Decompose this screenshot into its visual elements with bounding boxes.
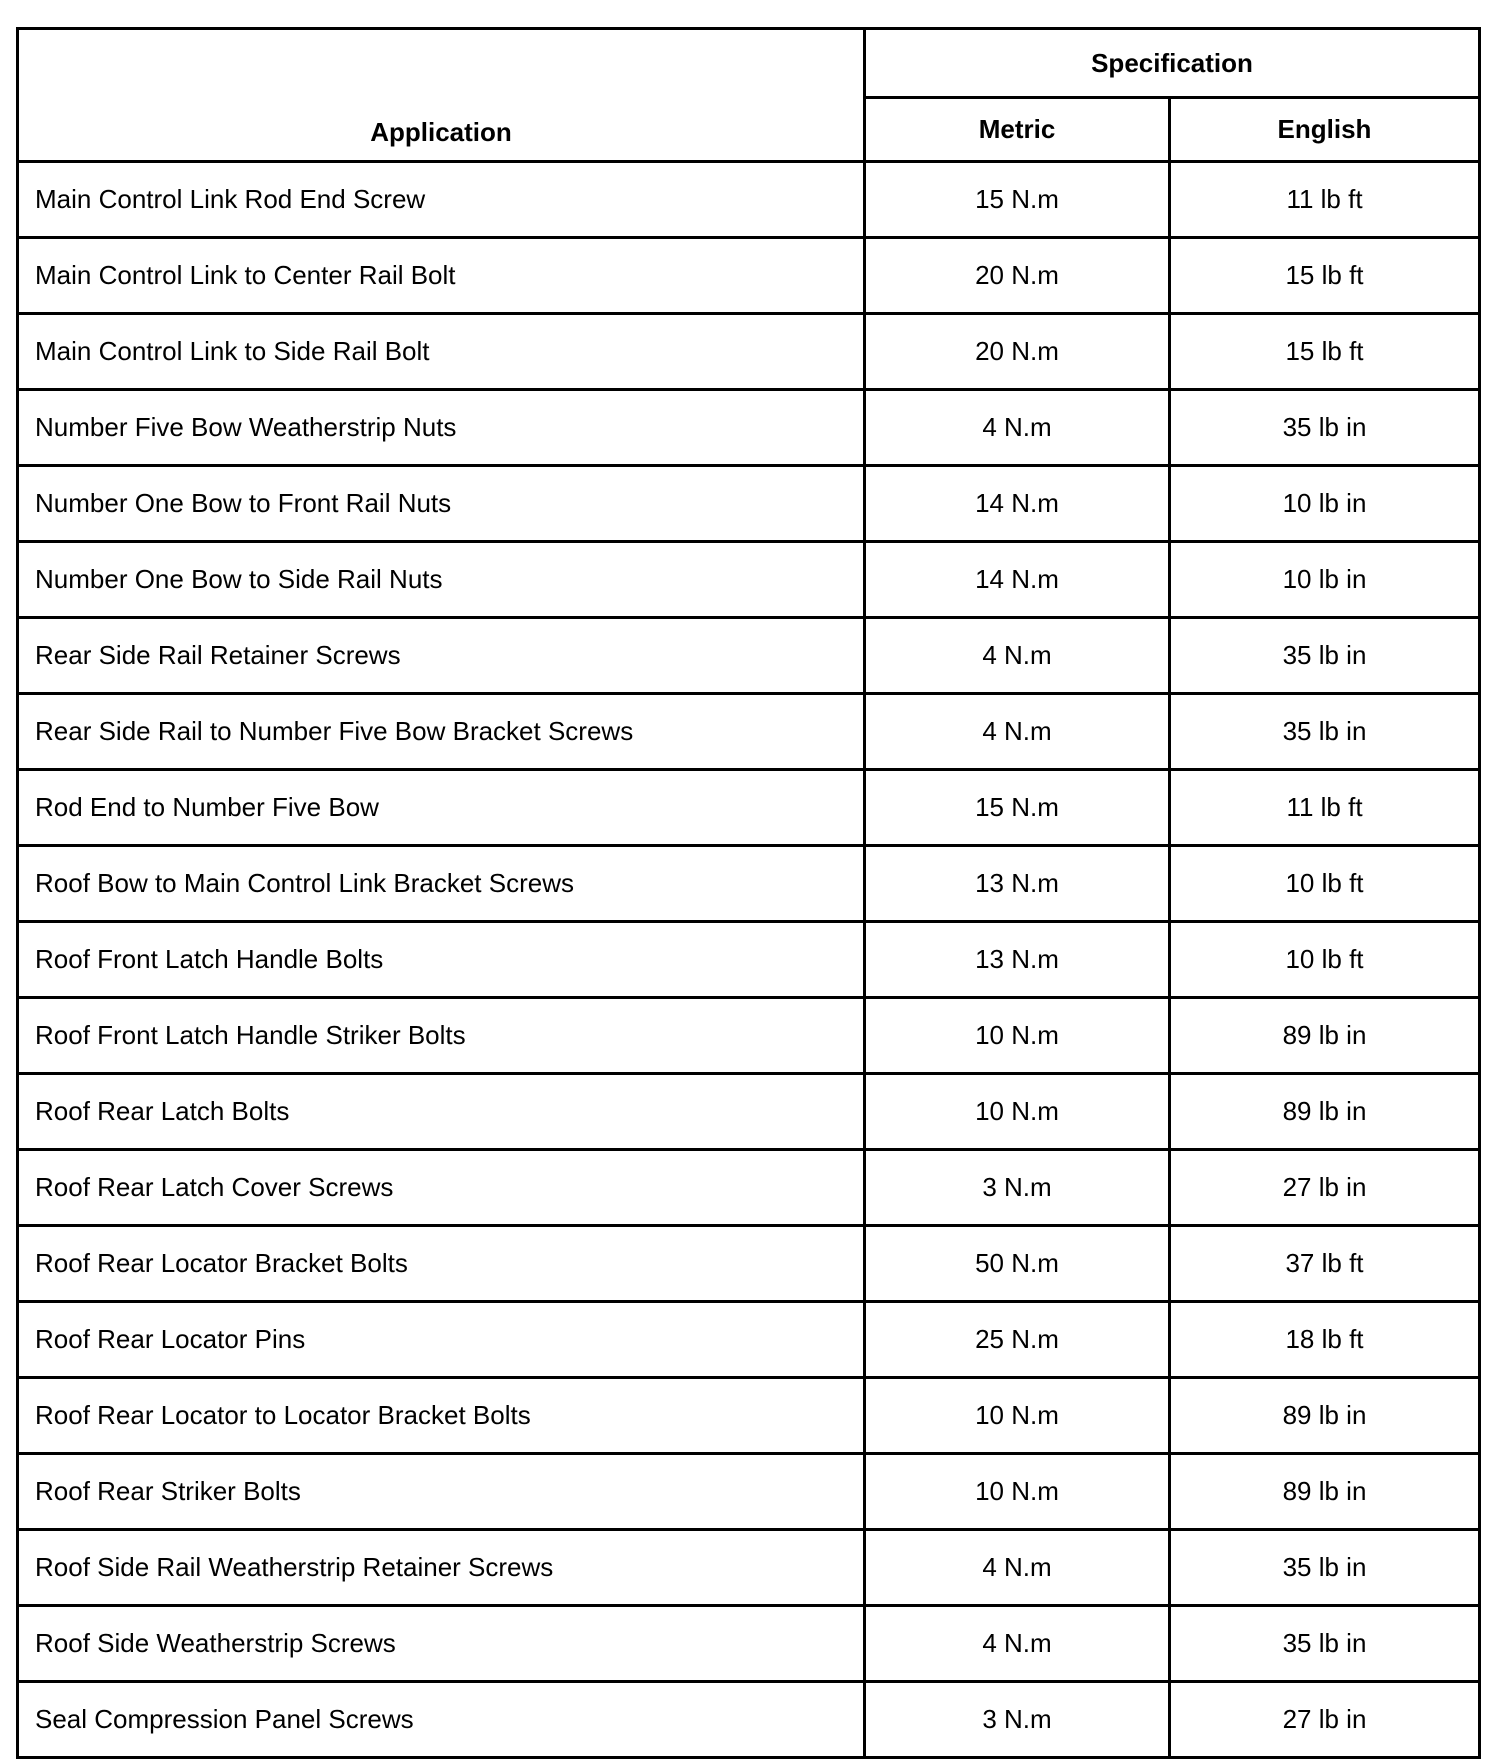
english-value-cell: 10 lb ft: [1170, 922, 1480, 998]
english-value-cell: 18 lb ft: [1170, 1302, 1480, 1378]
application-cell: Roof Front Latch Handle Striker Bolts: [18, 998, 865, 1074]
metric-value-cell: 4 N.m: [865, 618, 1170, 694]
table-row: [18, 694, 1480, 770]
metric-value-cell: 20 N.m: [865, 238, 1170, 314]
table-row: [18, 1454, 1480, 1530]
application-cell: Roof Rear Latch Bolts: [18, 1074, 865, 1150]
application-cell: Number Five Bow Weatherstrip Nuts: [18, 390, 865, 466]
application-header: Application: [18, 29, 865, 162]
application-cell: Roof Side Rail Weatherstrip Retainer Screws: [18, 1530, 865, 1606]
english-value-cell: 15 lb ft: [1170, 238, 1480, 314]
application-cell: Rod End to Number Five Bow: [18, 770, 865, 846]
metric-value-cell: 13 N.m: [865, 922, 1170, 998]
table-row: [18, 238, 1480, 314]
metric-value-cell: 15 N.m: [865, 770, 1170, 846]
english-value-cell: 10 lb in: [1170, 542, 1480, 618]
metric-value-cell: 20 N.m: [865, 314, 1170, 390]
metric-value-cell: 3 N.m: [865, 1682, 1170, 1758]
table-row: [18, 1530, 1480, 1606]
table-row: [18, 618, 1480, 694]
metric-value-cell: 15 N.m: [865, 162, 1170, 238]
metric-value-cell: 13 N.m: [865, 846, 1170, 922]
english-value-cell: 10 lb ft: [1170, 846, 1480, 922]
table-row: [18, 1606, 1480, 1682]
metric-value-cell: 14 N.m: [865, 542, 1170, 618]
application-cell: Roof Front Latch Handle Bolts: [18, 922, 865, 998]
table-row: [18, 1302, 1480, 1378]
metric-value-cell: 3 N.m: [865, 1150, 1170, 1226]
application-cell: Roof Side Weatherstrip Screws: [18, 1606, 865, 1682]
table-row: [18, 846, 1480, 922]
english-value-cell: 35 lb in: [1170, 1606, 1480, 1682]
specification-header: Specification: [865, 29, 1480, 98]
english-value-cell: 89 lb in: [1170, 1378, 1480, 1454]
english-value-cell: 37 lb ft: [1170, 1226, 1480, 1302]
application-cell: Roof Rear Latch Cover Screws: [18, 1150, 865, 1226]
english-value-cell: 35 lb in: [1170, 1530, 1480, 1606]
metric-header: Metric: [865, 98, 1170, 162]
table-body: [18, 162, 1480, 1758]
english-value-cell: 10 lb in: [1170, 466, 1480, 542]
table-row: [18, 314, 1480, 390]
english-value-cell: 89 lb in: [1170, 1074, 1480, 1150]
application-cell: Main Control Link to Center Rail Bolt: [18, 238, 865, 314]
application-cell: Roof Bow to Main Control Link Bracket Screws: [18, 846, 865, 922]
application-cell: Number One Bow to Side Rail Nuts: [18, 542, 865, 618]
english-value-cell: 89 lb in: [1170, 1454, 1480, 1530]
application-cell: Main Control Link to Side Rail Bolt: [18, 314, 865, 390]
table-row: [18, 1226, 1480, 1302]
metric-value-cell: 10 N.m: [865, 998, 1170, 1074]
english-value-cell: 27 lb in: [1170, 1150, 1480, 1226]
application-cell: Number One Bow to Front Rail Nuts: [18, 466, 865, 542]
application-cell: Roof Rear Locator Bracket Bolts: [18, 1226, 865, 1302]
table-row: [18, 998, 1480, 1074]
metric-value-cell: 10 N.m: [865, 1454, 1170, 1530]
english-value-cell: 35 lb in: [1170, 694, 1480, 770]
application-cell: Roof Rear Locator Pins: [18, 1302, 865, 1378]
english-value-cell: 11 lb ft: [1170, 162, 1480, 238]
fastener-torque-table: [16, 27, 1481, 1759]
table-row: [18, 1150, 1480, 1226]
english-value-cell: 11 lb ft: [1170, 770, 1480, 846]
metric-value-cell: 10 N.m: [865, 1074, 1170, 1150]
table-row: [18, 1378, 1480, 1454]
metric-value-cell: 4 N.m: [865, 390, 1170, 466]
metric-value-cell: 14 N.m: [865, 466, 1170, 542]
application-cell: Rear Side Rail to Number Five Bow Bracket Screws: [18, 694, 865, 770]
application-cell: Roof Rear Striker Bolts: [18, 1454, 865, 1530]
table-row: [18, 542, 1480, 618]
application-cell: Rear Side Rail Retainer Screws: [18, 618, 865, 694]
metric-value-cell: 50 N.m: [865, 1226, 1170, 1302]
table-row: [18, 466, 1480, 542]
application-cell: Seal Compression Panel Screws: [18, 1682, 865, 1758]
metric-value-cell: 4 N.m: [865, 1530, 1170, 1606]
metric-value-cell: 25 N.m: [865, 1302, 1170, 1378]
table-row: [18, 390, 1480, 466]
english-value-cell: 27 lb in: [1170, 1682, 1480, 1758]
table-row: [18, 162, 1480, 238]
english-value-cell: 89 lb in: [1170, 998, 1480, 1074]
table-row: [18, 1074, 1480, 1150]
english-value-cell: 35 lb in: [1170, 618, 1480, 694]
metric-value-cell: 10 N.m: [865, 1378, 1170, 1454]
table-row: [18, 770, 1480, 846]
metric-value-cell: 4 N.m: [865, 694, 1170, 770]
application-cell: Main Control Link Rod End Screw: [18, 162, 865, 238]
table-row: [18, 1682, 1480, 1758]
english-value-cell: 35 lb in: [1170, 390, 1480, 466]
english-value-cell: 15 lb ft: [1170, 314, 1480, 390]
english-header: English: [1170, 98, 1480, 162]
table-row: [18, 922, 1480, 998]
metric-value-cell: 4 N.m: [865, 1606, 1170, 1682]
application-cell: Roof Rear Locator to Locator Bracket Bolts: [18, 1378, 865, 1454]
